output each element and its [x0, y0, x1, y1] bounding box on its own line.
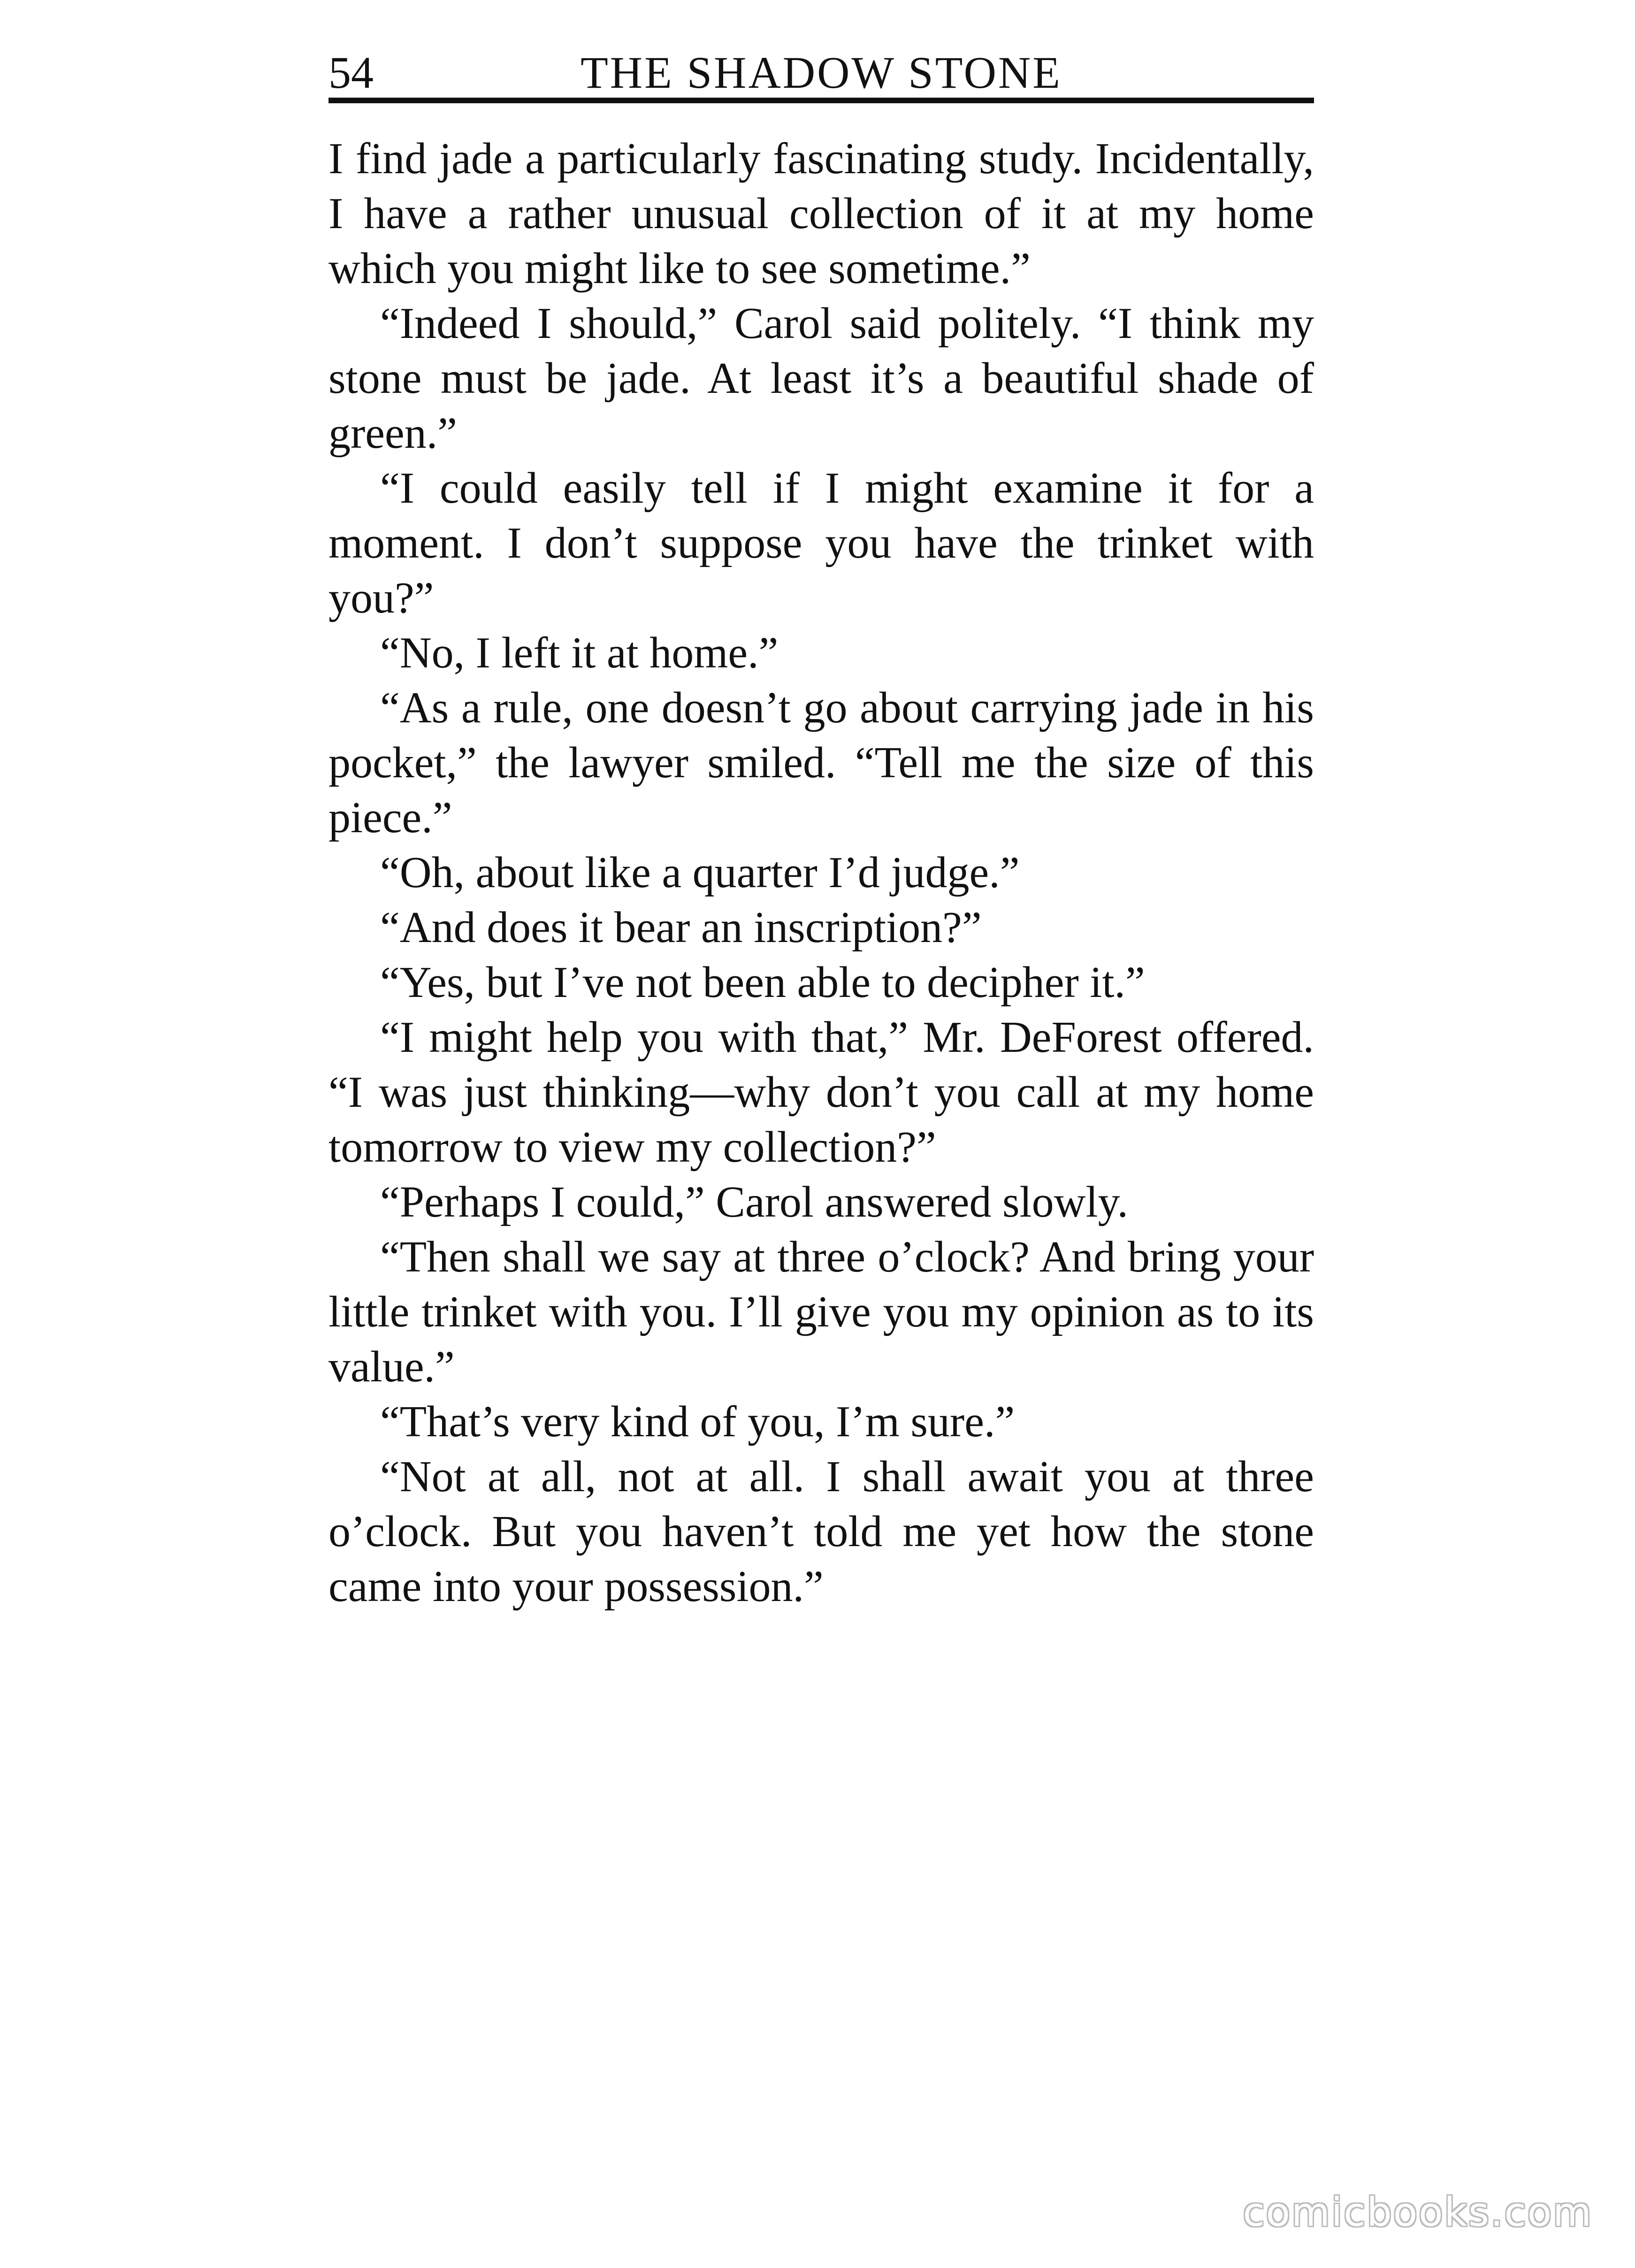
paragraph: “Oh, about like a quarter I’d judge.”	[380, 848, 1020, 897]
running-head	[329, 42, 1314, 103]
header-rule	[329, 98, 1314, 103]
paragraph: “Then shall we say at three o’clock? And bring your little trinket with you. I’ll give you my opinion as to its value.”	[329, 1233, 1314, 1391]
paragraph: “Yes, but I’ve not been able to decipher it.”	[380, 958, 1145, 1007]
paragraph: “That’s very kind of you, I’m sure.”	[380, 1397, 1015, 1446]
running-title: THE SHADOW STONE	[581, 47, 1062, 98]
page-number: 54	[329, 47, 374, 98]
body-text	[329, 131, 1314, 1614]
paragraph: I find jade a particularly fascinating study. Incidentally, I have a rather unusual collection of it at my home which you might like to see sometime.”	[329, 134, 1314, 293]
paragraph: “Perhaps I could,” Carol answered slowly.	[380, 1178, 1129, 1226]
paragraph: “Indeed I should,” Carol said politely. “I think my stone must be jade. At least it’s a beautiful shade of green.”	[329, 299, 1314, 458]
paragraph: “As a rule, one doesn’t go about carrying jade in his pocket,” the lawyer smiled. “Tell me the size of this piece.”	[329, 683, 1314, 842]
paragraph: “I might help you with that,” Mr. DeForest offered. “I was just thinking—why don’t you call at my home tomorrow to view my collection?”	[329, 1013, 1314, 1172]
paragraph: “No, I left it at home.”	[380, 628, 779, 677]
paragraph: “I could easily tell if I might examine it for a moment. I don’t suppose you have the trinket with you?”	[329, 464, 1314, 622]
paragraph: “Not at all, not at all. I shall await you at three o’clock. But you haven’t told me yet how the stone came into your possession.”	[329, 1452, 1314, 1611]
paragraph: “And does it bear an inscription?”	[380, 903, 982, 952]
watermark: comicbooks.com	[1243, 2189, 1593, 2235]
